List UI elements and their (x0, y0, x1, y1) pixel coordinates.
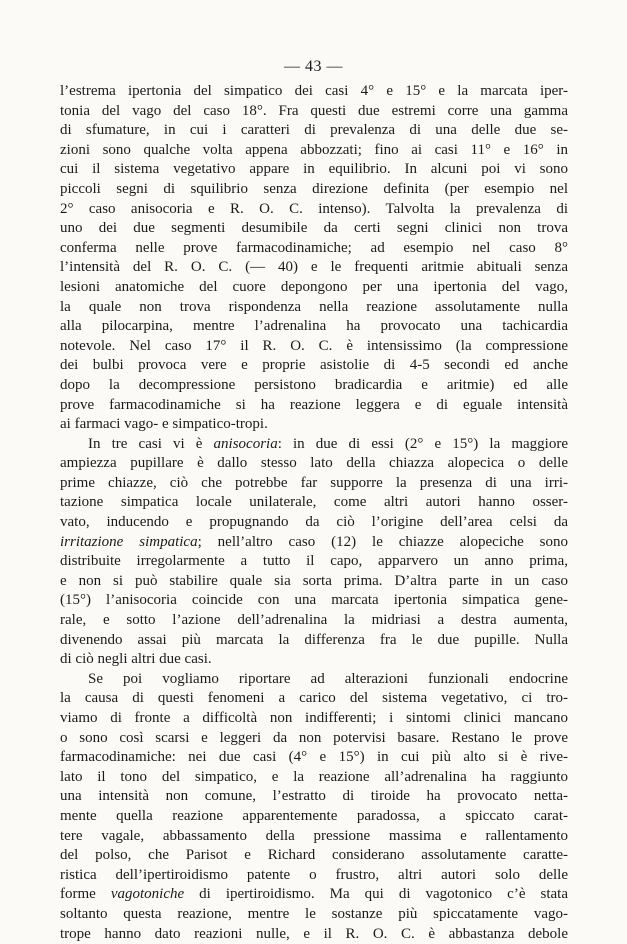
text-segment: : in due di essi (2° e 15°) la maggiore (277, 435, 568, 452)
text-segment: o sono così scarsi e leggeri da non potervisi basare. Restano le prove (60, 729, 568, 746)
text-segment: notevole. Nel caso 17° il R. O. C. è intensissimo (la compressione (60, 337, 568, 354)
text-line (60, 807, 568, 827)
text-line (60, 493, 568, 513)
text-segment: del polso, che Parisot e Richard considerano assolutamente caratte- (60, 847, 568, 864)
text-line (60, 376, 568, 396)
text-line (60, 709, 568, 729)
text-segment: prime chiazze, ciò che potrebbe far supporre la presenza di una irri- (60, 474, 568, 491)
text-line (60, 925, 568, 944)
text-line (60, 591, 568, 611)
text-segment: una intensità non comune, l’estratto di tiroide ha provocato netta- (60, 788, 568, 805)
text-segment: l’intensità del R. O. C. (— 40) e le frequenti aritmie abituali senza (60, 259, 568, 276)
text-segment: alla pilocarpina, mentre l’adrenalina ha provocato una tachicardia (60, 318, 568, 335)
text-line (60, 102, 568, 122)
text-line (60, 435, 568, 455)
text-line (60, 611, 568, 631)
text-segment: tazione simpatica locale unilaterale, come altri autori hanno osser- (60, 494, 568, 511)
italic-term: irritazione simpatica (60, 533, 198, 550)
text-line (60, 670, 568, 690)
text-segment: Se poi vogliamo riportare ad alterazioni funzionali endocrine (88, 670, 568, 687)
text-segment: conferma nelle prove farmacodinamiche; ad esempio nel caso 8° (60, 239, 568, 256)
text-line (60, 141, 568, 161)
text-segment: vato, inducendo e propugnando da ciò l’origine dell’area celsi da (60, 514, 568, 531)
text-segment: prove farmacodinamiche si ha reazione leggera e di eguale intensità (60, 396, 568, 413)
text-segment: la quale non trova rispondenza nella reazione assolutamente nulla (60, 298, 568, 315)
italic-term: anisocoria (213, 435, 278, 452)
text-segment: trope hanno dato reazioni nulle, e il R. O. C. è abbastanza debole (60, 925, 568, 942)
text-line (60, 689, 568, 709)
text-segment: (15°) l’anisocoria coincide con una marcata ipertonia simpatica gene- (60, 592, 568, 609)
text-segment: ai farmaci vago- e simpatico-tropi. (60, 416, 268, 433)
text-segment: soltanto questa reazione, mentre le sostanze più spiccatamente vago- (60, 905, 568, 922)
text-segment: mente quella reazione apparentemente paradossa, a spiccato carat- (60, 807, 568, 824)
text-line (60, 474, 568, 494)
text-segment: di ipertiroidismo. Ma qui di vagotonico c’è stata (184, 886, 568, 903)
text-segment: forme (60, 886, 111, 903)
text-segment: cui il sistema vegetativo appare in equilibrio. In alcuni poi vi sono (60, 161, 568, 178)
text-segment: uno dei due segmenti desumibile da certi segni clinici non trova (60, 220, 568, 237)
text-segment: 2° caso anisocoria e R. O. C. intenso). Talvolta la prevalenza di (60, 200, 568, 217)
text-line (60, 180, 568, 200)
text-segment: e non si può stabilire quale sia sorta prima. D’altra parte in un caso (60, 572, 568, 589)
text-line (60, 317, 568, 337)
text-segment: dopo la decompressione persistono bradicardia e aritmie) ed alle (60, 376, 568, 393)
text-line (60, 885, 568, 905)
text-segment: ampiezza pupillare è dallo stesso lato della chiazza alopecica o delle (60, 455, 568, 472)
text-segment: lesioni anatomiche del cuore depongono per una ipertonia del vago, (60, 278, 568, 295)
text-line (60, 533, 568, 553)
text-segment: distribuite irregolarmente a tutto il capo, apparvero un anno prima, (60, 553, 568, 570)
text-line (60, 513, 568, 533)
text-line (60, 298, 568, 318)
text-line (60, 396, 568, 416)
text-segment: piccoli segni di squilibrio senza direzione definita (per esempio nel (60, 180, 568, 197)
text-line (60, 768, 568, 788)
text-segment: di ciò negli altri due casi. (60, 651, 212, 668)
text-line (60, 200, 568, 220)
text-segment: divenendo assai più marcata la differenza fra le due pupille. Nulla (60, 631, 568, 648)
text-line (60, 572, 568, 592)
text-line (60, 650, 568, 670)
text-line (60, 827, 568, 847)
text-line (60, 846, 568, 866)
text-line (60, 121, 568, 141)
text-line (60, 748, 568, 768)
text-line (60, 729, 568, 749)
text-segment: rale, e sotto l’azione dell’adrenalina la midriasi a destra aumenta, (60, 612, 568, 629)
text-segment: zioni sono qualche volta appena abbozzati; fino ai casi 11° e 16° in (60, 141, 568, 158)
text-line (60, 258, 568, 278)
text-segment: tonia del vago del caso 18°. Fra questi due estremi corre una gamma (60, 102, 568, 119)
text-segment: In tre casi vi è (88, 435, 214, 452)
text-segment: di sfumature, in cui i caratteri di prevalenza di una delle due se- (60, 122, 568, 139)
page-number: — 43 — (284, 58, 343, 75)
text-line (60, 356, 568, 376)
text-line (60, 866, 568, 886)
text-line (60, 82, 568, 102)
text-segment: farmacodinamiche: nei due casi (4° e 15°) in cui più alto si è rive- (60, 749, 568, 766)
text-segment: tere vagale, abbassamento della pressione massima e rallentamento (60, 827, 568, 844)
text-segment: ristica dell’ipertiroidismo patente o frustro, altri autori solo delle (60, 866, 568, 883)
text-segment: viamo di fronte a difficoltà non indifferenti; i sintomi clinici mancano (60, 710, 568, 726)
text-line (60, 239, 568, 259)
text-line (60, 415, 568, 435)
italic-term: vagotoniche (110, 886, 185, 903)
text-line (60, 552, 568, 572)
text-line (60, 454, 568, 474)
text-line (60, 337, 568, 357)
text-segment: l’estrema ipertonia del simpatico dei casi 4° e 15° e la marcata iper- (60, 83, 568, 99)
text-line (60, 160, 568, 180)
text-line (60, 787, 568, 807)
text-line (60, 631, 568, 651)
text-segment: ; nell’altro caso (12) le chiazze alopeciche sono (197, 533, 569, 550)
text-line (60, 219, 568, 239)
text-segment: la causa di questi fenomeni a carico del sistema vegetativo, ci tro- (60, 690, 568, 707)
text-line (60, 905, 568, 925)
text-segment: dei bulbi provoca vere e proprie asistolie di 4-5 secondi ed anche (60, 357, 568, 374)
body-text (60, 82, 568, 944)
text-segment: lato il tono del simpatico, e la reazione all’adrenalina ha raggiunto (60, 768, 568, 785)
text-line (60, 278, 568, 298)
